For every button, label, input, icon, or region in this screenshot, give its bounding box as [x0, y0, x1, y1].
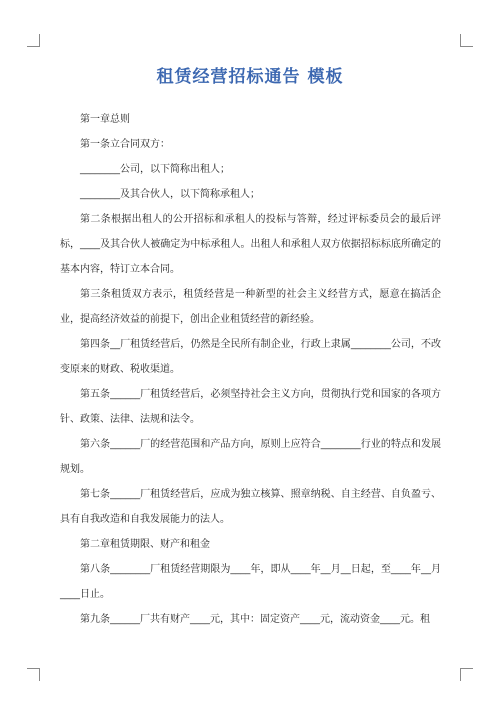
document-body: [60, 107, 441, 632]
crop-mark-bottom-right: [460, 668, 473, 681]
paragraph: 第二条根据出租人的公开招标和承租人的投标与答辩，经过评标委员会的最后评标，____及其合伙人被确定为中标承租人。出租人和承租人双方依据招标标底所确定的基本内容，特订立本合同。: [60, 214, 441, 275]
crop-mark-top-right: [460, 34, 473, 47]
paragraph: 第八条________厂租赁经营期限为____年，即从____年__月__日起，至____年__月____日止。: [60, 564, 441, 600]
chapter-heading: 第二章租赁期限、财产和租金: [80, 539, 210, 550]
paragraph: 第三条租赁双方表示，租赁经营是一种新型的社会主义经营方式，愿意在搞活企业，提高经济效益的前提下，创出企业租赁经营的新经验。: [60, 289, 441, 325]
paragraph: 第四条__厂租赁经营后，仍然是全民所有制企业，行政上隶属________公司，不改变原来的财政、税收渠道。: [60, 339, 441, 375]
paragraph: 第九条______厂共有财产____元，其中：固定资产____元，流动资金____元。租: [80, 614, 430, 625]
paragraph: 第六条______厂的经营范围和产品方向，原则上应符合________行业的特点和发展规划。: [60, 439, 441, 475]
crop-mark-top-left: [27, 34, 40, 47]
crop-mark-bottom-left: [27, 668, 40, 681]
paragraph: 第七条______厂租赁经营后，应成为独立核算、照章纳税、自主经营、自负盈亏、具有自我改造和自我发展能力的法人。: [60, 489, 441, 525]
paragraph: ________及其合伙人，以下简称承租人；: [80, 189, 260, 200]
document-title: 租赁经营招标通告 模板: [156, 67, 344, 87]
paragraph: 第五条______厂租赁经营后，必须坚持社会主义方向，贯彻执行党和国家的各项方针、政策、法律、法规和法令。: [60, 389, 441, 425]
paragraph: ________公司，以下简称出租人；: [80, 164, 230, 175]
paragraph: 第一条立合同双方：: [80, 139, 170, 150]
chapter-heading: 第一章总则: [80, 114, 130, 125]
